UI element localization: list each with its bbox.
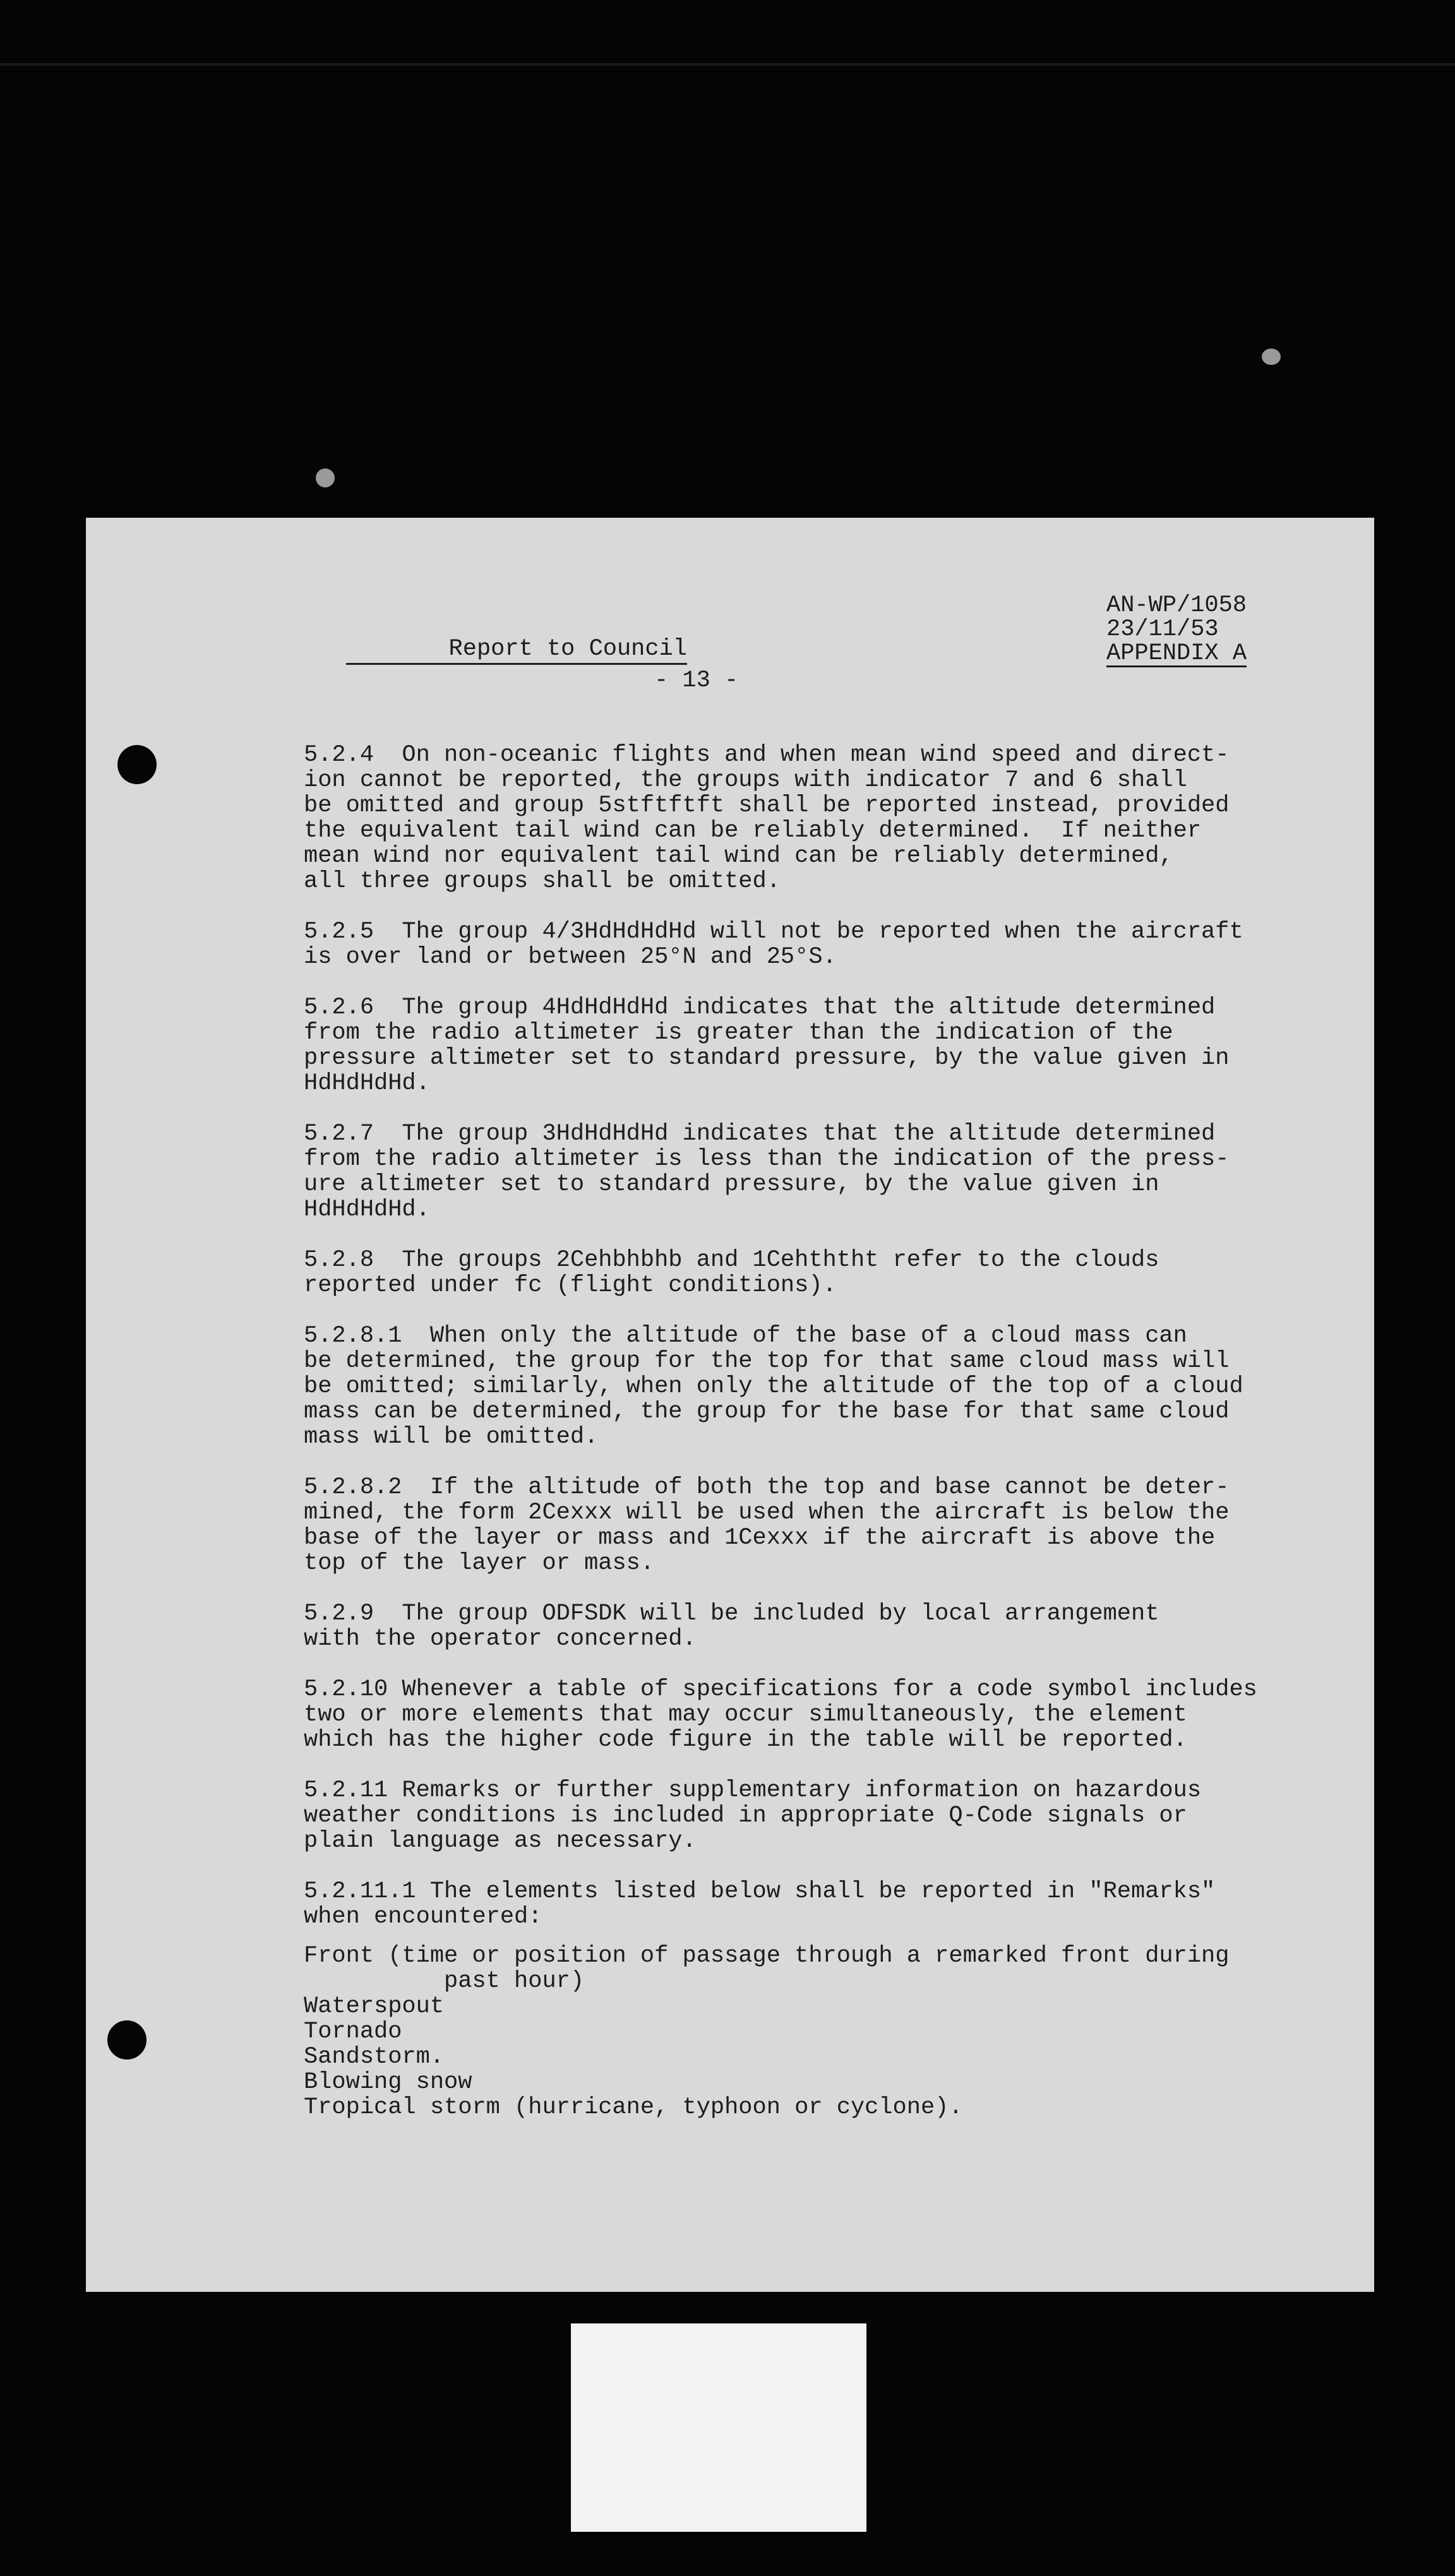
paragraph-5-2-8: 5.2.8 The groups 2Cehbhbhb and 1Cehththt refer to the clouds reported under fc (flight conditions). [304, 1247, 1159, 1299]
dust-speck [316, 468, 335, 487]
blank-label-card [571, 2323, 866, 2532]
paragraph-5-2-11: 5.2.11 Remarks or further supplementary information on hazardous weather conditions is included in appropriate Q-Code signals or plain language as necessary. [304, 1777, 1202, 1854]
paragraph-5-2-8-2: 5.2.8.2 If the altitude of both the top and base cannot be deter- mined, the form 2Cexxx will be used when the aircraft is below the base of the layer or mass and 1Cexxx if the aircraft is above the top of the layer or mass. [304, 1474, 1230, 1577]
page-number: - 13 - [654, 667, 739, 694]
document-date: 23/11/53 [1106, 616, 1219, 643]
paragraph-5-2-10: 5.2.10 Whenever a table of specifications for a code symbol includes two or more elements that may occur simultaneously, the element which has the higher code figure in the table will be reported. [304, 1676, 1257, 1753]
film-top-rule [0, 63, 1455, 66]
report-title: Report to Council [346, 636, 687, 665]
dust-speck [1262, 349, 1281, 365]
document-number: AN-WP/1058 [1106, 592, 1247, 619]
remark-item: Waterspout [304, 1993, 445, 2020]
document-page [86, 518, 1374, 2292]
paragraph-5-2-11-1: 5.2.11.1 The elements listed below shall be reported in "Remarks" when encountered: [304, 1878, 1216, 1930]
appendix-label: APPENDIX A [1106, 640, 1247, 667]
paragraph-5-2-7: 5.2.7 The group 3HdHdHdHd indicates that the altitude determined from the radio altimeter is less than the indication of the press- ure altimeter set to standard pressure, by the value given in HdHdHdHd. [304, 1121, 1230, 1223]
paragraph-5-2-6: 5.2.6 The group 4HdHdHdHd indicates that the altitude determined from the radio altimeter is greater than the indication of the pressure altimeter set to standard pressure, by the value given in HdHdHdHd. [304, 994, 1230, 1097]
body-text [304, 742, 1440, 2120]
paragraph-5-2-9: 5.2.9 The group ODFSDK will be included by local arrangement with the operator concerned. [304, 1601, 1159, 1652]
document-reference [1106, 593, 1247, 667]
paragraph-5-2-5: 5.2.5 The group 4/3HdHdHdHd will not be reported when the aircraft is over land or between 25°N and 25°S. [304, 919, 1243, 970]
paragraph-5-2-4: 5.2.4 On non-oceanic flights and when mean wind speed and direct- ion cannot be reported, the groups with indicator 7 and 6 shall be omitted and group 5stftftft shall be reported instead, provided the equivalent tail wind can be reliably determined. If neither mean wind nor equivalent tail wind can be reliably determined, all three groups shall be omitted. [304, 742, 1230, 895]
remark-item: Sandstorm. [304, 2044, 445, 2070]
remark-item: Tropical storm (hurricane, typhoon or cyclone). [304, 2094, 963, 2121]
remark-item: Tornado [304, 2018, 402, 2045]
remark-item: Front (time or position of passage through a remarked front during past hour) [304, 1943, 1230, 1995]
remark-item: Blowing snow [304, 2069, 472, 2096]
document-content [86, 518, 1374, 2292]
paragraph-5-2-8-1: 5.2.8.1 When only the altitude of the base of a cloud mass can be determined, the group for the top for that same cloud mass will be omitted; similarly, when only the altitude of the top of a cloud mass can be determined, the group for the base for that same cloud mass will be omitted. [304, 1323, 1243, 1450]
